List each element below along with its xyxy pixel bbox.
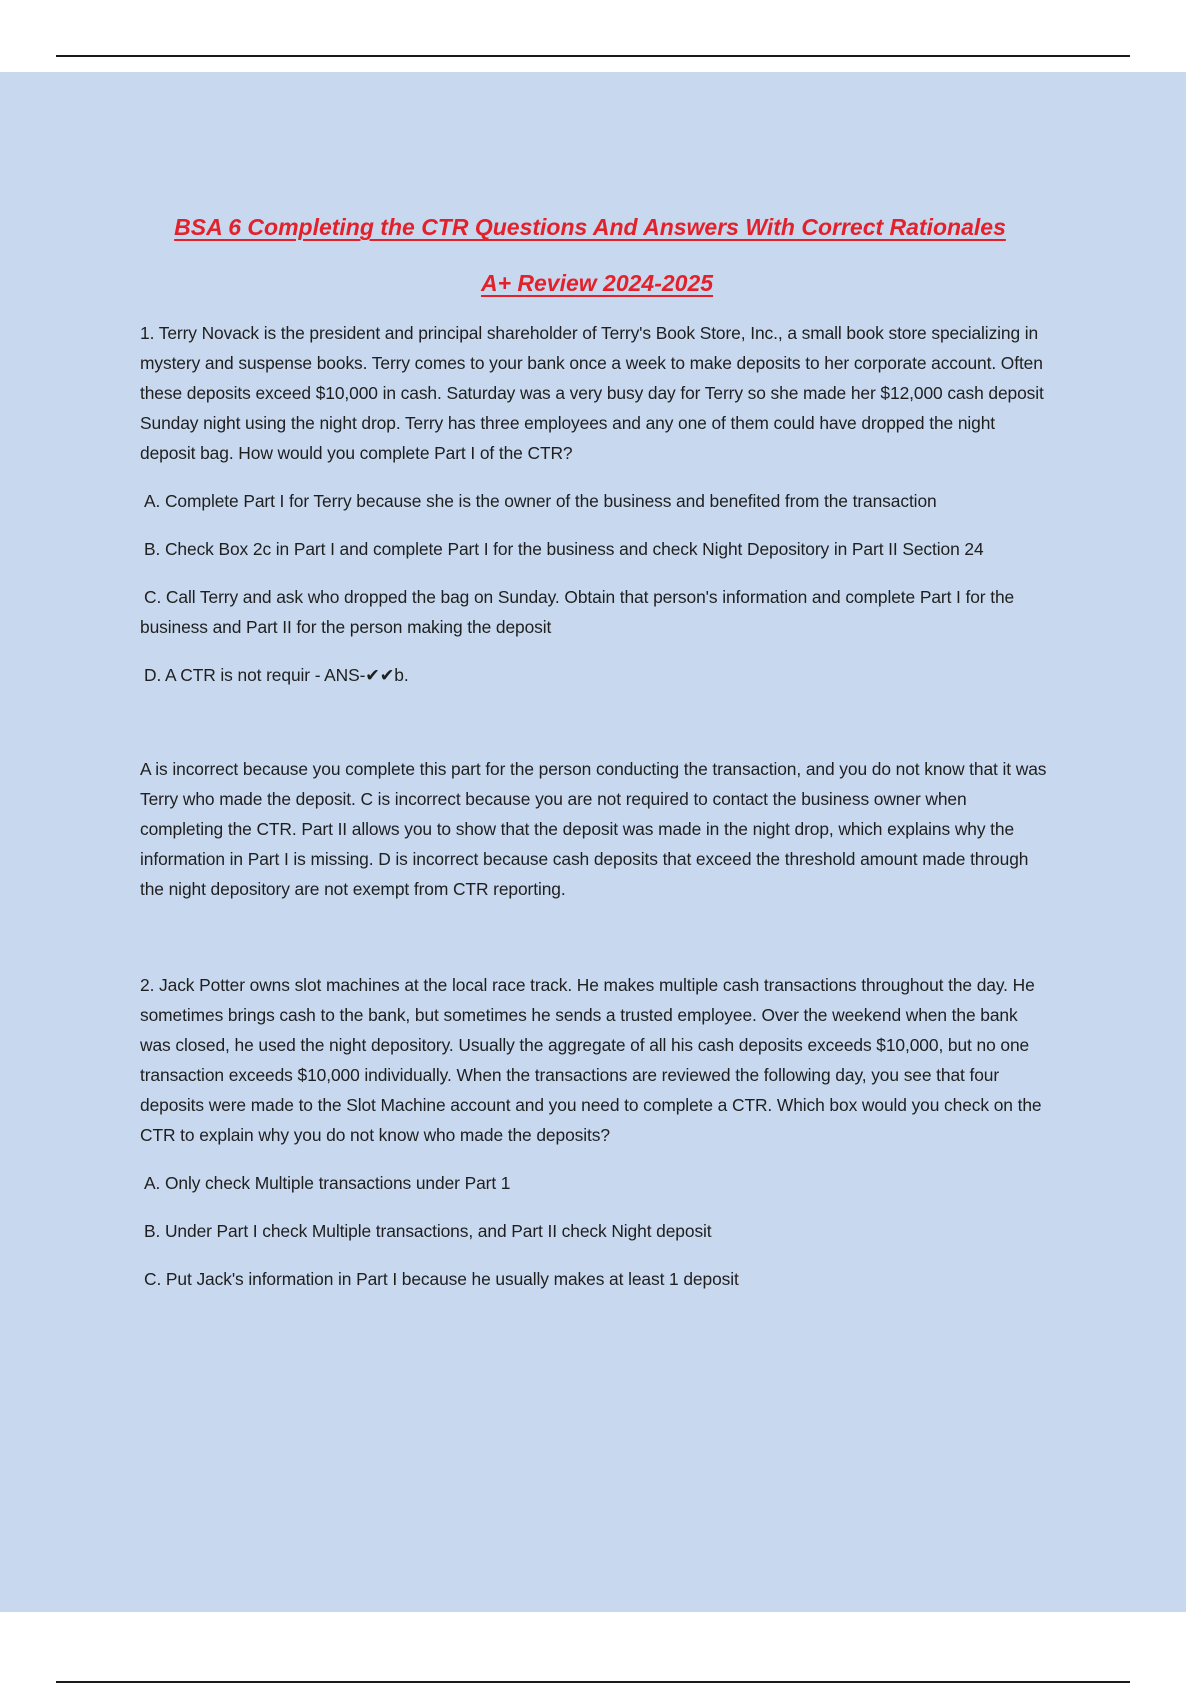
document-title: BSA 6 Completing the CTR Questions And Answers With Correct Rationales (174, 214, 1006, 240)
question-block-1 (140, 318, 1050, 904)
top-divider (56, 55, 1130, 57)
question-2-text: 2. Jack Potter owns slot machines at the local race track. He makes multiple cash transactions throughout the day. He sometimes brings cash to the bank, but sometimes he sends a trusted employee. Over the weekend when the bank was closed, he used the night depository. Usually the aggregate of all his cash deposits exceeds $10,000, but no one transaction exceeds $10,000 individually. When the transactions are reviewed the following day, you see that four deposits were made to the Slot Machine account and you need to complete a CTR. Which box would you check on the CTR to explain why you do not know who made the deposits? (140, 975, 1042, 1145)
question-1-text: 1. Terry Novack is the president and principal shareholder of Terry's Book Store, Inc., a small book store specializing in mystery and suspense books. Terry comes to your bank once a week to make deposits to her corporate account. Often these deposits exceed $10,000 in cash. Saturday was a very busy day for Terry so she made her $12,000 cash deposit Sunday night using the night drop. Terry has three employees and any one of them could have dropped the night deposit bag. How would you complete Part I of the CTR? (140, 323, 1044, 463)
question-2-option-c: C. Put Jack's information in Part I because he usually makes at least 1 deposit (144, 1269, 739, 1289)
question-block-2 (140, 970, 1050, 1294)
question-1-option-b: B. Check Box 2c in Part I and complete Part I for the business and check Night Depository in Part II Section 24 (144, 539, 984, 559)
question-1-option-d: D. A CTR is not requir - ANS-✔✔b. (144, 665, 409, 685)
bottom-divider (56, 1681, 1130, 1683)
question-1-rationale: A is incorrect because you complete this part for the person conducting the transaction, and you do not know that it was Terry who made the deposit. C is incorrect because you are not required to contact the business owner when completing the CTR. Part II allows you to show that the deposit was made in the night drop, which explains why the information in Part I is missing. D is incorrect because cash deposits that exceed the threshold amount made through the night depository are not exempt from CTR reporting. (140, 759, 1047, 899)
document-content (140, 212, 1050, 1294)
question-1-option-c: C. Call Terry and ask who dropped the bag on Sunday. Obtain that person's information and complete Part I for the business and Part II for the person making the deposit (140, 587, 1015, 637)
question-1-option-a: A. Complete Part I for Terry because she is the owner of the business and benefited from the transaction (144, 491, 937, 511)
question-2-option-b: B. Under Part I check Multiple transactions, and Part II check Night deposit (144, 1221, 712, 1241)
document-subtitle: A+ Review 2024-2025 (480, 270, 714, 296)
document-panel (0, 72, 1186, 1612)
question-2-option-a: A. Only check Multiple transactions under Part 1 (144, 1173, 511, 1193)
